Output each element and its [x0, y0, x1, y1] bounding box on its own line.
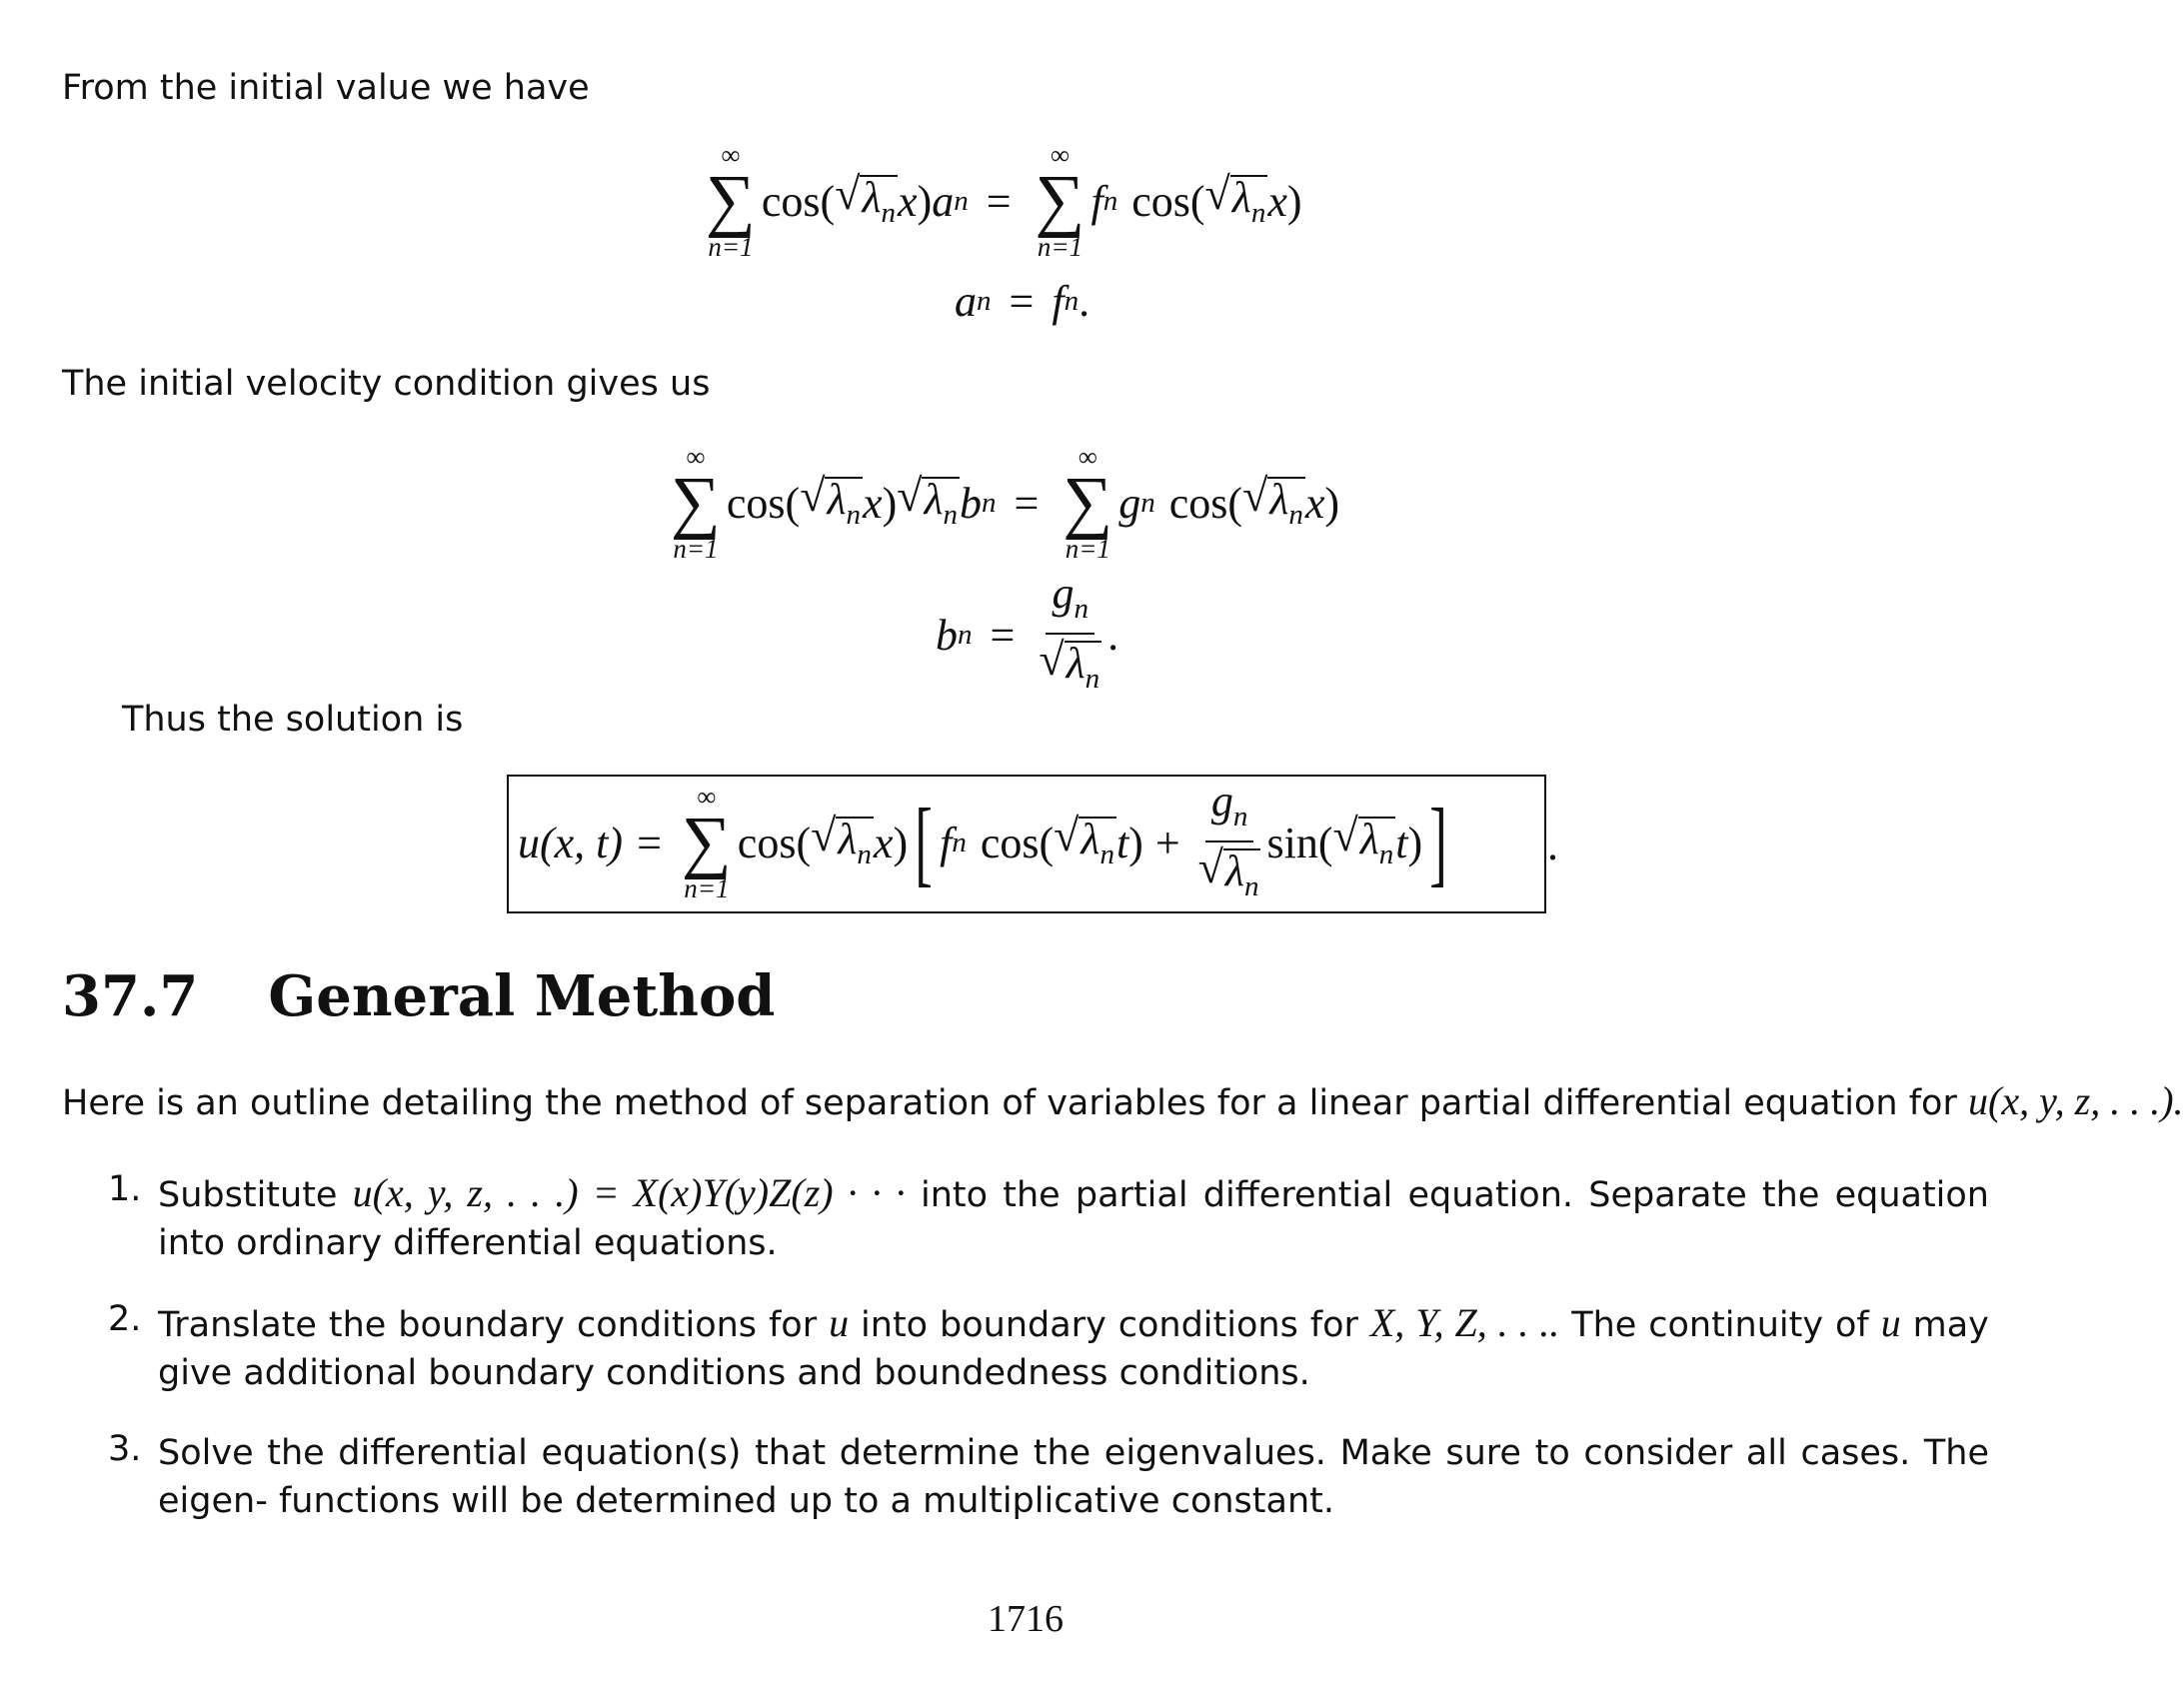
paragraph-outline: Here is an outline detailing the method of separation of variables for a linear partial differential equation for u(x, y, z, . . .).	[62, 1078, 2184, 1123]
list-item: Solve the differential equation(s) that determine the eigenvalues. Make sure to consider all cases. The eigen- functions will be determined up to a multiplicative constant.	[158, 1433, 1989, 1521]
equation-a-equals-f: a n = f n .	[955, 277, 1091, 326]
section-title: General Method	[268, 963, 776, 1029]
list-item-number: 3.	[108, 1429, 142, 1469]
section-number: 37.7	[62, 963, 199, 1029]
paragraph-solution-intro: Thus the solution is	[122, 700, 464, 740]
sqrt-lambda: √ $\lambda_n$	[835, 169, 898, 234]
equation-b-equals-g-over-sqrt-lambda: b n = $g_n$ √ $\lambda_n$ .	[936, 570, 1118, 700]
list-item-number: 2.	[108, 1299, 142, 1339]
page-number: 1716	[988, 1598, 1064, 1640]
paragraph-initial-value: From the initial value we have	[62, 68, 590, 108]
list-item: Translate the boundary conditions for u into boundary conditions for X, Y, Z, . . .. The continuity of u may give additional boundary conditions and boundedness conditions.	[158, 1300, 1989, 1393]
solution-period: .	[1547, 821, 1558, 869]
fraction: $g_n$ √ $\lambda_n$	[1039, 570, 1101, 700]
paragraph-initial-velocity: The initial velocity condition gives us	[62, 364, 711, 404]
equation-initial-velocity-series: ∞ ∑ n=1 cos( √ $\lambda_n$ x ) √ $\lambda_n$ b n = ∞ ∑ n=1 g n cos( √ $\lambda_n$ x )	[671, 442, 1340, 564]
equation-solution: u(x, t) = ∞ ∑ n=1 cos( √ $\lambda_n$ x ) [ f n cos( √ $\lambda_n$ t ) + $g_n$ √ $\lambda_n$ sin( √ $\lambda_n$ t ) ]	[518, 778, 1454, 907]
equation-initial-value-series: ∞ ∑ n=1 cos( √ $\lambda_n$ x ) a n = ∞ ∑ n=1 f n cos( √ $\lambda_n$ x )	[706, 140, 1302, 262]
section-heading	[62, 963, 775, 1029]
list-item-number: 1.	[108, 1169, 142, 1209]
list-item: Substitute u(x, y, z, . . .) = X(x)Y(y)Z(z) · · · into the partial differential equation. Separate the equation into ordinary differential equations.	[158, 1170, 1989, 1263]
summation-symbol: ∞ ∑ n=1	[706, 140, 756, 262]
summation-symbol: ∞ ∑ n=1	[1035, 140, 1086, 262]
